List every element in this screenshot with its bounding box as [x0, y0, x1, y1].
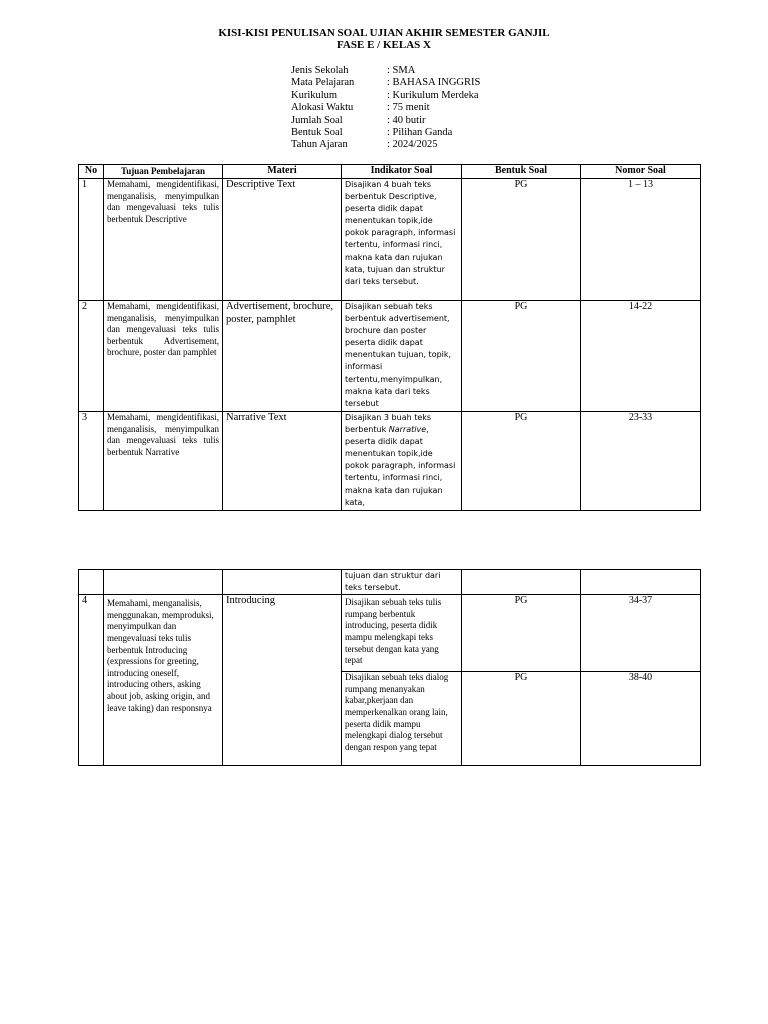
info-label: Jenis Sekolah [291, 65, 349, 76]
materi-cell: Descriptive Text [223, 179, 342, 301]
info-label: Kurikulum [291, 89, 338, 101]
indikator-cell: Disajikan sebuah teks tulis rumpang berbentuk introducing, peserta didik mampu melengkapi teks tersebut dengan kata yang tepat [342, 595, 462, 672]
info-row-curriculum [291, 90, 480, 102]
indikator-cell [342, 412, 462, 511]
indikator-cell: Disajikan 4 buah teks berbentuk Descriptive, peserta didik dapat menentukan topik,ide pokok paragraph, informasi tertentu, informasi rinci, makna kata dan rujukan kata, tujuan dan struktur dari teks tersebut. [342, 179, 462, 301]
info-value: : BAHASA INGGRIS [387, 77, 481, 89]
info-row-subject [291, 77, 480, 89]
info-label: Tahun Ajaran [291, 139, 348, 151]
row-number: 1 [79, 179, 104, 301]
materi-cell: Advertisement, brochure, poster, pamphlet [223, 301, 342, 412]
table-row [79, 595, 701, 672]
row-number: 2 [79, 301, 104, 412]
empty-cell [79, 570, 104, 595]
info-label: Mata Pelajaran [291, 77, 355, 89]
grid-table-page-2 [78, 569, 701, 766]
info-row-year [291, 139, 480, 151]
header-indikator: Indikator Soal [342, 165, 462, 179]
info-row-type [291, 127, 480, 139]
indikator-text: , peserta didik dapat menentukan topik,ide pokok paragraph, informasi tertentu, informasi rinci, makna kata dan rujukan kata, [345, 425, 456, 507]
table-row [79, 570, 701, 595]
nomor-cell: 38-40 [581, 672, 701, 766]
nomor-cell: 1 – 13 [581, 179, 701, 301]
empty-cell [223, 570, 342, 595]
table-row [79, 179, 701, 301]
bentuk-cell: PG [462, 672, 581, 766]
table-header-row [79, 165, 701, 179]
empty-cell [581, 570, 701, 595]
empty-cell [104, 570, 223, 595]
indikator-emphasis: Narrative [388, 425, 427, 435]
document-subtitle: FASE E / KELAS X [337, 39, 431, 51]
indikator-text: Disajikan 3 buah teks berbentuk [345, 413, 432, 435]
nomor-cell: 14-22 [581, 301, 701, 412]
info-value: : Pilihan Ganda [387, 127, 453, 139]
header-tujuan: Tujuan Pembelajaran [104, 165, 223, 179]
materi-cell: Narrative Text [223, 412, 342, 511]
bentuk-cell: PG [462, 412, 581, 511]
empty-cell [462, 570, 581, 595]
tujuan-cell: Memahami, mengidentifikasi, menganalisis, menyimpulkan dan mengevaluasi teks tulis berbentuk Narrative [104, 412, 223, 511]
tujuan-cell: Memahami, mengidentifikasi, menganalisis, menyimpulkan dan mengevaluasi teks tulis berbentuk Descriptive [104, 179, 223, 301]
header-bentuk: Bentuk Soal [462, 165, 581, 179]
info-value: : SMA [387, 65, 416, 76]
info-label: Alokasi Waktu [291, 102, 354, 114]
table-row [79, 301, 701, 412]
info-block [291, 65, 480, 152]
bentuk-cell: PG [462, 595, 581, 672]
bentuk-cell: PG [462, 179, 581, 301]
nomor-cell: 34-37 [581, 595, 701, 672]
header-no: No [79, 165, 104, 179]
info-value: : 40 butir [387, 114, 426, 126]
info-label: Bentuk Soal [291, 127, 343, 139]
row-number: 4 [79, 595, 104, 766]
row-number: 3 [79, 412, 104, 511]
header-materi: Materi [223, 165, 342, 179]
tujuan-cell: Memahami, mengidentifikasi, menganalisis, menyimpulkan dan mengevaluasi teks tulis berbentuk Advertisement, brochure, poster dan pamphlet [104, 301, 223, 412]
indikator-cell: tujuan dan struktur dari teks tersebut. [342, 570, 462, 595]
info-label: Jumlah Soal [291, 114, 343, 126]
info-value: : 2024/2025 [387, 139, 438, 151]
info-value: : 75 menit [387, 102, 430, 114]
document-title: KISI-KISI PENULISAN SOAL UJIAN AKHIR SEMESTER GANJIL [218, 27, 550, 39]
indikator-cell: Disajikan sebuah teks dialog rumpang menanyakan kabar,pkerjaan dan memperkenalkan orang lain, peserta didik mampu melengkapi dialog tersebut dengan respon yang tepat [342, 672, 462, 766]
info-row-school [291, 65, 480, 77]
materi-cell: Introducing [223, 595, 342, 766]
grid-table-page-1 [78, 164, 701, 511]
nomor-cell: 23-33 [581, 412, 701, 511]
info-row-time [291, 102, 480, 114]
info-value: : Kurikulum Merdeka [387, 89, 479, 101]
header-nomor: Nomor Soal [581, 165, 701, 179]
indikator-cell: Disajikan sebuah teks berbentuk advertisement, brochure dan poster peserta didik dapat menentukan tujuan, topik, informasi tertentu,menyimpulkan, makna kata dari teks tersebut [342, 301, 462, 412]
info-row-count [291, 115, 480, 127]
table-row [79, 412, 701, 511]
tujuan-cell: Memahami, menganalisis, menggunakan, memproduksi, menyimpulkan dan mengevaluasi teks tulis berbentuk Introducing (expressions for greeting, introducing oneself, introducing others, asking about job, asking origin, and leave taking) dan responsnya [104, 595, 223, 766]
bentuk-cell: PG [462, 301, 581, 412]
